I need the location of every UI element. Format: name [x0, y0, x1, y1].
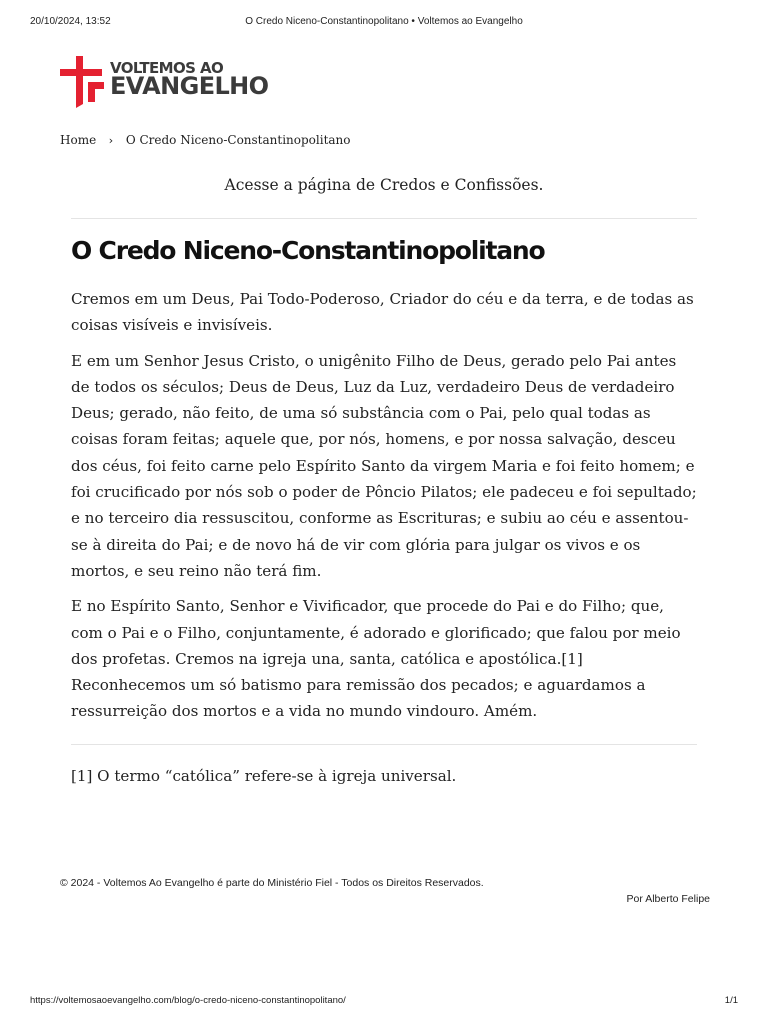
credos-notice	[0, 176, 768, 194]
divider-bottom	[71, 744, 697, 745]
logo-line1: VOLTEMOS AO	[110, 59, 224, 77]
print-page-count: 1/1	[724, 995, 738, 1006]
author-credit[interactable]: Por Alberto Felipe	[626, 893, 710, 905]
print-datetime: 20/10/2024, 13:52	[30, 16, 111, 27]
logo-wordmark	[110, 61, 268, 98]
footnote: [1] O termo “católica” refere-se à igreja universal.	[71, 767, 457, 785]
chevron-right-icon: ›	[108, 134, 114, 147]
print-header	[30, 16, 738, 32]
print-page-title: O Credo Niceno-Constantinopolitano • Voltemos ao Evangelho	[245, 16, 523, 27]
breadcrumb	[60, 133, 351, 147]
article-body	[71, 286, 699, 734]
print-url: https://voltemosaoevangelho.com/blog/o-credo-niceno-constantinopolitano/	[30, 995, 346, 1006]
article-paragraph: Cremos em um Deus, Pai Todo-Poderoso, Criador do céu e da terra, e de todas as coisas visíveis e invisíveis.	[71, 290, 694, 335]
article-paragraph: E no Espírito Santo, Senhor e Vivificador, que procede do Pai e do Filho; que, com o Pai e o Filho, conjuntamente, é adorado e glorificado; que falou por meio dos profetas. Cremos na igreja una, santa, católica e apostólica.[1] Reconhecemos um só batismo para remissão dos pecados; e aguardamos a ressurreição dos mortos e a vida no mundo vindouro. Amém.	[71, 597, 681, 721]
copyright-text: © 2024 - Voltemos Ao Evangelho é parte do Ministério Fiel - Todos os Direitos Reservados.	[60, 877, 484, 889]
article-title: O Credo Niceno-Constantinopolitano	[71, 236, 545, 265]
credos-page-link[interactable]: Acesse a página de Credos e Confissões.	[224, 176, 544, 194]
breadcrumb-current: O Credo Niceno-Constantinopolitano	[125, 133, 351, 147]
article-paragraph: E em um Senhor Jesus Cristo, o unigênito Filho de Deus, gerado pelo Pai antes de todos os séculos; Deus de Deus, Luz da Luz, verdadeiro Deus de verdadeiro Deus; gerado, não feito, de uma só substância com o Pai, pelo qual todas as coisas foram feitas; aquele que, por nós, homens, e por nossa salvação, desceu dos céus, foi feito carne pelo Espírito Santo da virgem Maria e foi feito homem; e foi crucificado por nós sob o poder de Pôncio Pilatos; ele padeceu e foi sepultado; e no terceiro dia ressuscitou, conforme as Escrituras; e subiu ao céu e assentou-se à direita do Pai; e de novo há de vir com glória para julgar os vivos e os mortos, e seu reino não terá fim.	[71, 351, 697, 580]
site-logo[interactable]	[58, 52, 269, 110]
red-cross-arrow-icon	[58, 52, 108, 110]
divider-top	[71, 218, 697, 219]
breadcrumb-home-link[interactable]: Home	[60, 133, 97, 147]
logo-line2: EVANGELHO	[110, 72, 269, 100]
